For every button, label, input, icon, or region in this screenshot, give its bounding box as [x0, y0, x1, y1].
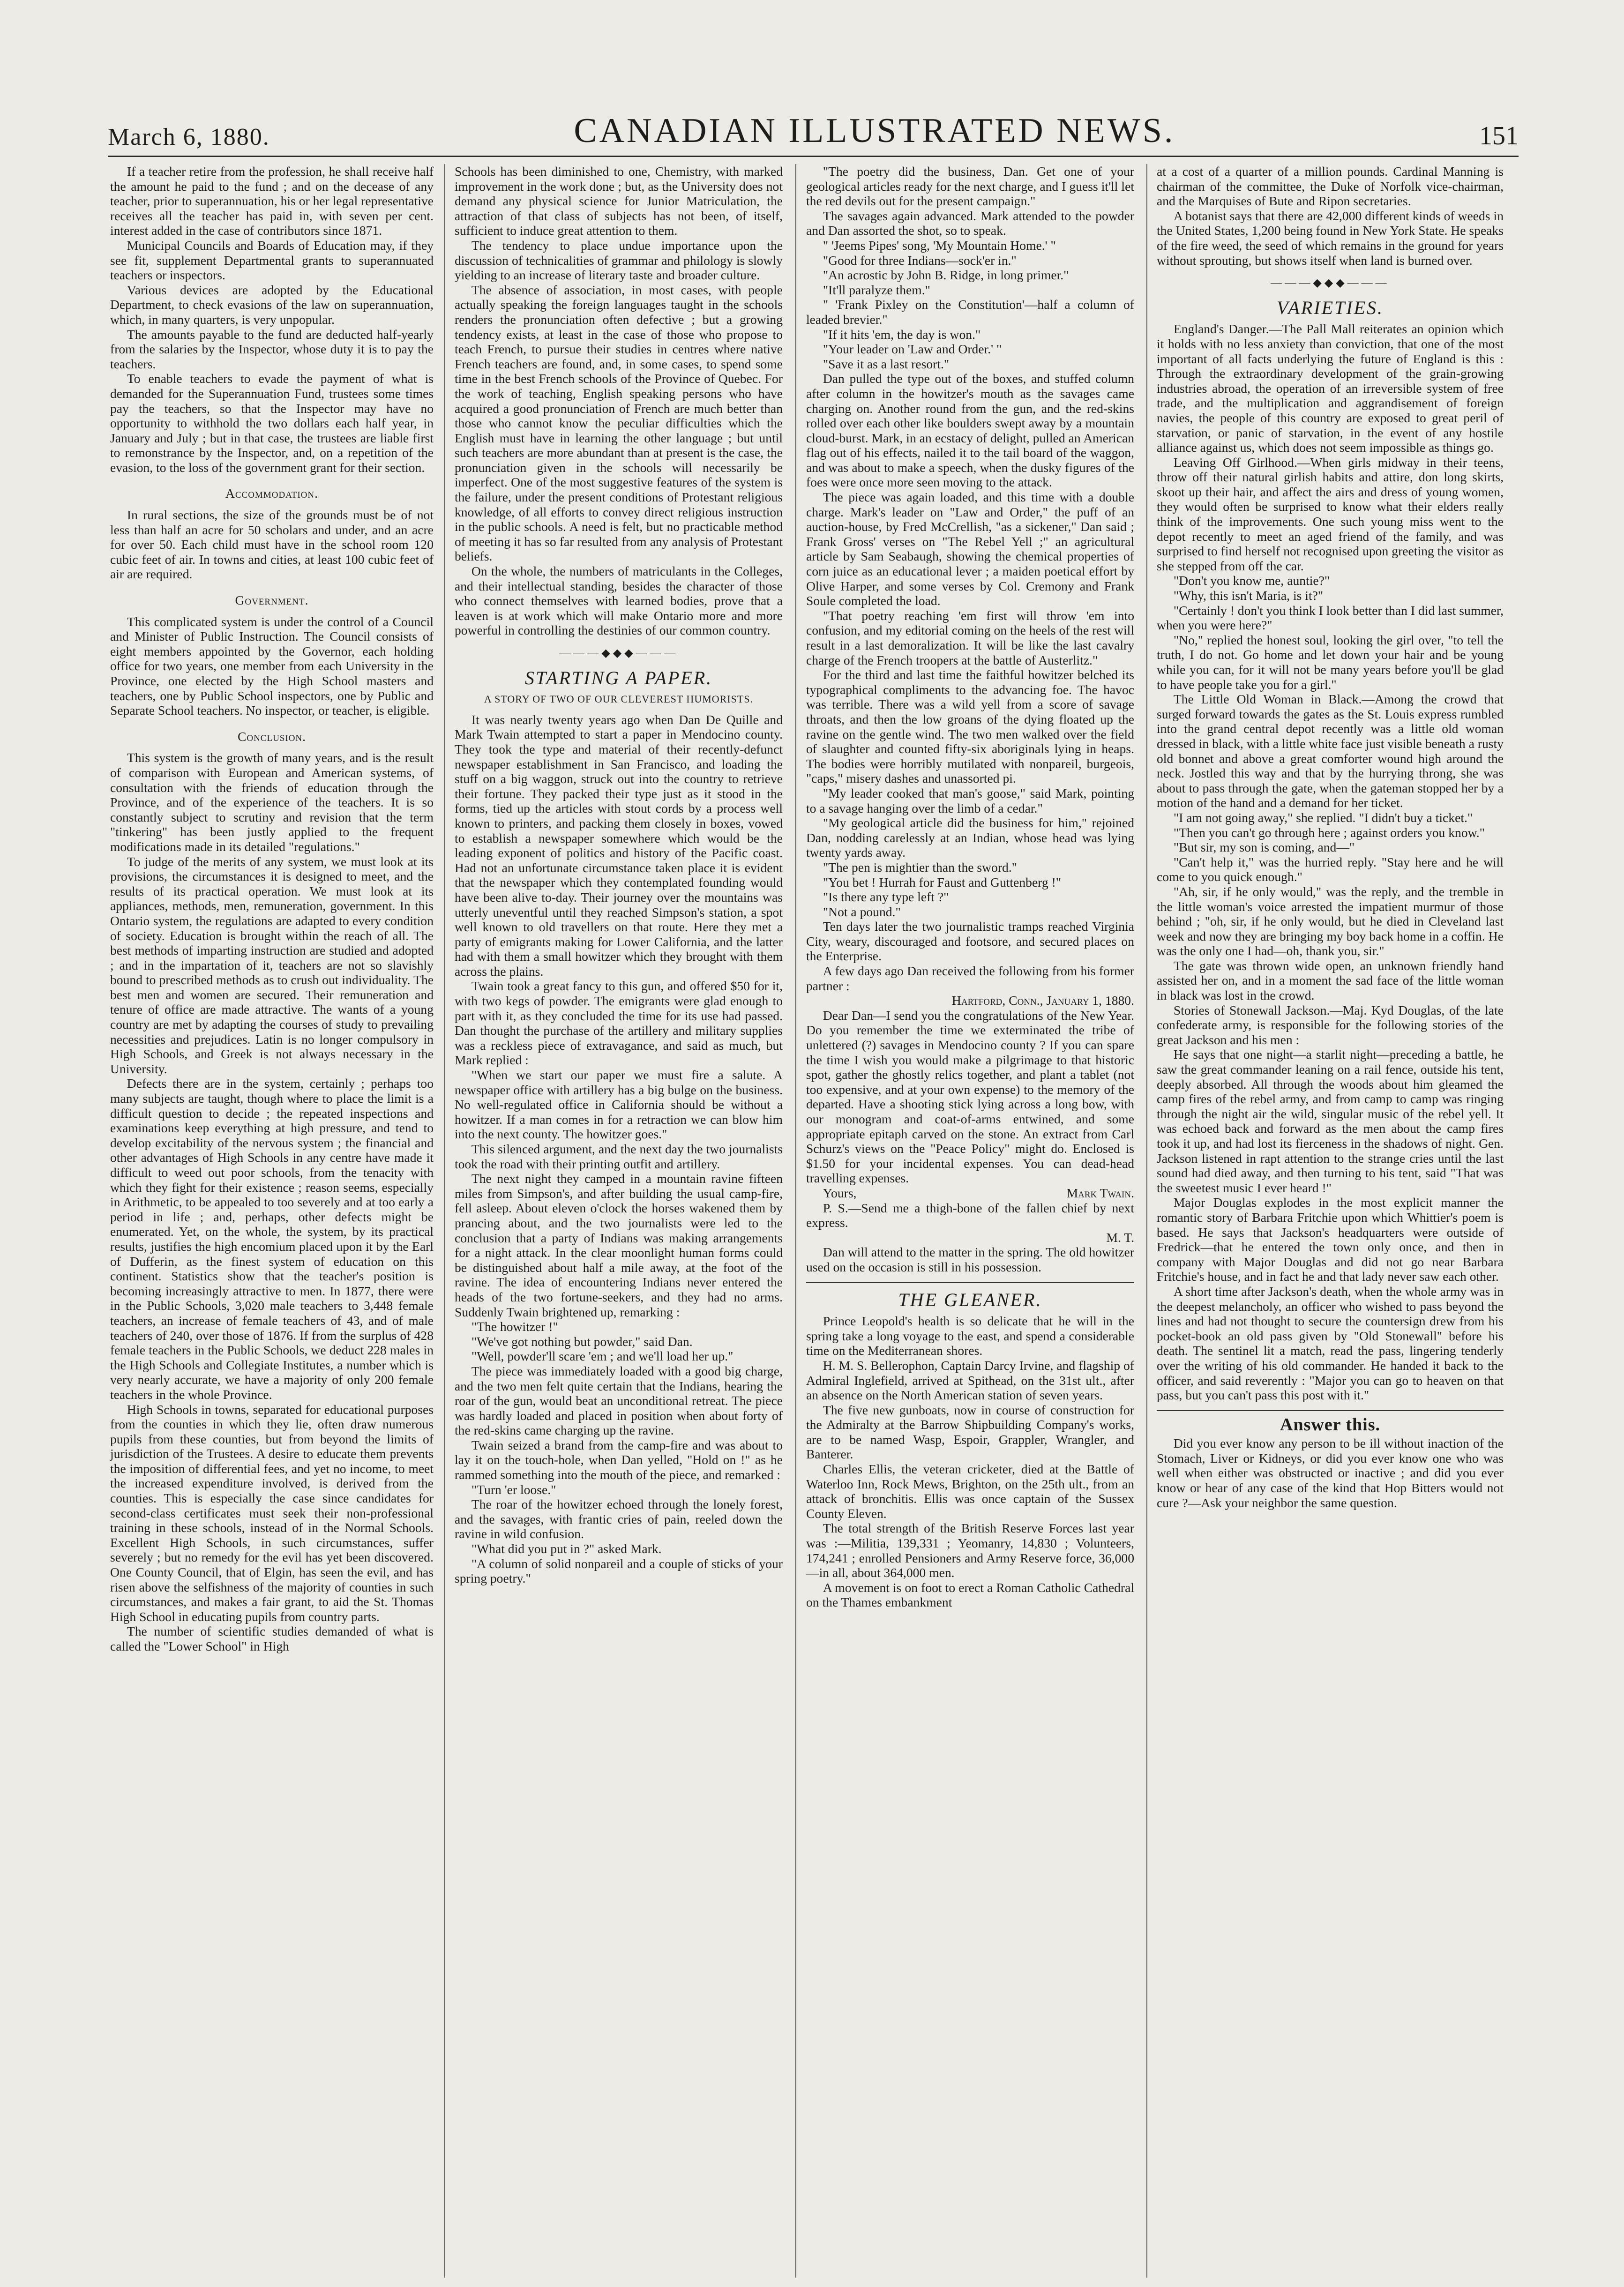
ornament-divider: ———◆◆◆———: [1271, 277, 1390, 290]
paragraph: "We've got nothing but powder," said Dan.: [471, 1334, 693, 1349]
paragraph: Twain took a great fancy to this gun, and offered $50 for it, with two kegs of powder. The emigrants were glad enough to part with it, as they concluded the time for its use had passed. Dan thought the purchase of the artillery and military supplies was a reckless piece of extravagance, and said as much, but Mark replied :: [455, 979, 783, 1068]
column-divider: [795, 164, 796, 2278]
paragraph: "When we start our paper we must fire a salute. A newspaper office with artillery has a big bulge on the business. No well-regulated office in California should be without a howitzer. If a man comes in for a retraction we can blow him into the next county. The howitzer goes.": [455, 1068, 783, 1142]
paragraph: High Schools in towns, separated for educational purposes from the counties in which they lie, often draw numerous pupils from these counties, but from beyond the limits of jurisdiction of the Trustees. A desire to educate them prevents the imposition of differential fees, and yet no income, to meet the increased expenditure involved, is derived from the counties. This is especially the case since candidates for second-class certificates must seek their non-professional training in these schools, instead of in the Normal Schools. Excellent High Schools, in such circumstances, suffer severely ; but no remedy for the evil has yet been discovered. One County Council, that of Elgin, has seen the evil, and has risen above the selfishness of the majority of counties in such circumstances, and makes a fair grant, to aid the St. Thomas High School in educating pupils from country parts.: [110, 1402, 434, 1624]
paragraph: Charles Ellis, the veteran cricketer, died at the Battle of Waterloo Inn, Rock Mews, Brighton, on the 25th ult., from an attack of bronchitis. Ellis was once captain of the Sussex County Eleven.: [806, 1462, 1134, 1521]
column-divider: [1146, 164, 1147, 2278]
paragraph: The number of scientific studies demanded of what is called the "Lower School" in High: [110, 1624, 434, 1653]
paragraph: " 'Frank Pixley on the Constitution'—half a column of leaded brevier.": [806, 297, 1134, 327]
paragraph: Stories of Stonewall Jackson.—Maj. Kyd Douglas, of the late confederate army, is responsible for the following stories of the great Jackson and his men :: [1157, 1002, 1504, 1047]
paragraph: "No," replied the honest soul, looking the girl over, "to tell the truth, I do not. Go home and let down your hair and be young while you can, for it will not be many years before you'll be glad to have people take you for a girl.": [1157, 632, 1504, 692]
paragraph: Dan pulled the type out of the boxes, and stuffed column after column in the howitzer's mouth as the savages came charging on. Another round from the gun, and the red-skins rolled over each other like boulders swept away by a mountain cloud-burst. Mark, in an ecstacy of delight, pulled an American flag out of his effects, nailed it to the tail board of the waggon, and was about to make a speech, when the dusky figures of the foes were once more seen moving to the attack.: [806, 371, 1134, 490]
paragraph: "Can't help it," was the hurried reply. "Stay here and he will come to you quick enough.": [1157, 854, 1504, 884]
paragraph: Various devices are adopted by the Educational Department, to check evasions of the law on superannuation, which, in many quarters, is very unpopular.: [110, 282, 434, 327]
paragraph: To judge of the merits of any system, we must look at its provisions, the circumstances it is designed to meet, and the results of its practical operation. We must look at its appliances, methods, men, remuneration, government. In this Ontario system, the regulations are adapted to every condition of society. Education is brought within the reach of all. The best methods of imparting instruction are studied and adopted ; and in the impartation of it, teachers are not so slavishly bound to prescribed methods as to crush out individuality. The best men and women are secured. Their remuneration and tenure of office are made attractive. The wants of a young country are met by adapting the courses of study to prevailing necessities and prejudices. Latin is no longer compulsory in High Schools, and Greek is not always necessary in the University.: [110, 854, 434, 1076]
paragraph: A few days ago Dan received the following from his former partner :: [806, 964, 1134, 993]
column-2: [455, 164, 783, 2287]
paragraph: The piece was again loaded, and this time with a double charge. Mark's leader on "Law and Order," the puff of an auction-house, by Fred McCrellish, "as a sickener," Dan said ; Frank Gross' verses on "The Rebel Yell ;" an agricultural article by Sam Seabaugh, showing the chemical properties of corn juice as an educational lever ; a maiden poetical effort by Olive Harper, and some verses by Col. Cremony and Frank Soule completed the load.: [806, 490, 1134, 608]
paragraph: "Not a pound.": [823, 904, 901, 919]
letter-signature: [806, 1186, 1134, 1201]
paragraph: "A column of solid nonpareil and a couple of sticks of your spring poetry.": [455, 1556, 783, 1586]
paragraph: "My leader cooked that man's goose," said Mark, pointing to a savage hanging over the limb of a cedar.": [806, 785, 1134, 815]
paragraph: The Little Old Woman in Black.—Among the crowd that surged forward towards the gates as the St. Louis express rumbled into the grand central depot recently was a little old woman dressed in black, with a little white face just visible beneath a rusty old bonnet and above a great comforter wound high around the neck. Jostled this way and that by the hurrying throng, she was about to pass through the gate, when the gateman stopped her by a motion of the hand and a demand for her ticket.: [1157, 692, 1504, 810]
paragraph: "Don't you know me, auntie?": [1173, 573, 1330, 588]
newspaper-title: CANADIAN ILLUSTRATED NEWS.: [574, 112, 1175, 150]
paragraph: If a teacher retire from the profession, he shall receive half the amount he paid to the fund ; and on the decease of any teacher, prior to superannuation, his or her legal representative receives all the teacher has paid in, with seven per cent. interest added in the case of contributors since 1871.: [110, 164, 434, 238]
paragraph: at a cost of a quarter of a million pounds. Cardinal Manning is chairman of the committee, the Duke of Norfolk vice-chairman, and the Marquises of Bute and Ripon secretaries.: [1157, 164, 1504, 209]
paragraph: "You bet ! Hurrah for Faust and Guttenberg !": [823, 874, 1062, 889]
issue-date: March 6, 1880.: [108, 124, 270, 150]
paragraph: The savages again advanced. Mark attended to the powder and Dan assorted the shot, so to speak.: [806, 208, 1134, 238]
section-rule: [1157, 1410, 1504, 1411]
paragraph: England's Danger.—The Pall Mall reiterates an opinion which it holds with no less anxiety than conviction, that one of the most important of all facts underlying the future of England is this : Through the extraordinary development of the grain-growing industries abroad, the operation of an irreversible system of free trade, and the multiplication and aggrandisement of foreign navies, the people of this country are exposed to great peril of starvation, or panic of starvation, in the event of any hostile alliance against us, which does not seem impossible as things go.: [1157, 321, 1504, 455]
paragraph: "That poetry reaching 'em first will throw 'em into confusion, and my editorial coming on the heels of the rest will result in a last demoralization. It will be like the last cavalry charge of the French troopers at the battle of Austerlitz.": [806, 608, 1134, 667]
section-title-answer-this: Answer this.: [1280, 1414, 1380, 1435]
paragraph: "But sir, my son is coming, and—": [1173, 840, 1355, 855]
paragraph: A short time after Jackson's death, when the whole army was in the deepest melancholy, an officer who wished to pass beyond the lines and had not thought to secure the countersign drew from his pocket-book an old pass given by "Old Stonewall" before his death. The sentinel lit a match, read the pass, lingering tenderly over the writing of his old commander. He handed it back to the officer, and said reverently : "Major you can go to heaven on that pass, but you can't pass this post with it.": [1157, 1284, 1504, 1403]
paragraph: The gate was thrown wide open, an unknown friendly hand assisted her on, and in a moment the sad face of the little woman in black was lost in the crowd.: [1157, 958, 1504, 1003]
paragraph: The five new gunboats, now in course of construction for the Admiralty at the Barrow Shipbuilding Company's works, are to be named Wasp, Espoir, Grappler, Wrangler, and Banterer.: [806, 1402, 1134, 1462]
masthead-rule: [108, 156, 1519, 157]
paragraph: It was nearly twenty years ago when Dan De Quille and Mark Twain attempted to start a paper in Mendocino county. They took the type and material of their recently-defunct newspaper establishment in San Francisco, and loading the stuff on a big waggon, struck out into the country to retrieve their fortune. They packed their type just as it stood in the forms, tied up the articles with stout cords by a process well known to printers, and packing them closely in boxes, vowed to establish a newspaper somewhere which would be the leading exponent of politics and history of the Pacific coast. Had not an unfortunate circumstance taken place it is evident that the newspaper which they contemplated founding would have been alive to-day. Their journey over the mountains was utterly uneventful until they reached Simpson's station, a spot well known to old travellers on that route. Here they met a party of emigrants making for Lower California, and the latter had with them a small howitzer which they brought with them across the plains.: [455, 712, 783, 979]
section-subheading: Government.: [235, 593, 309, 608]
section-title-varieties: VARIETIES.: [1276, 297, 1384, 318]
ornament-divider: ———◆◆◆———: [559, 647, 678, 659]
paragraph: On the whole, the numbers of matriculants in the Colleges, and their intellectual standing, besides the character of those who connect themselves with learned bodies, prove that a leaven is at work which will make Ontario more and more powerful in controlling the destinies of our common country.: [455, 564, 783, 638]
paragraph: "Then you can't go through here ; against orders you know.": [1173, 825, 1485, 840]
paragraph: Schools has been diminished to one, Chemistry, with marked improvement in the work done ; but, as the University does not demand any physical science for Junior Matriculation, the attraction of that class of subjects has not been, of itself, sufficient to induce great attention to them.: [455, 164, 783, 238]
paragraph: The tendency to place undue importance upon the discussion of technicalities of grammar and philology is slowly yielding to an increase of literary taste and broader culture.: [455, 238, 783, 283]
column-divider: [444, 164, 445, 2278]
paragraph: The amounts payable to the fund are deducted half-yearly from the salaries by the Inspector, whose duty it is to pay the teachers.: [110, 327, 434, 371]
page-number: 151: [1479, 121, 1519, 150]
paragraph: "What did you put in ?" asked Mark.: [471, 1541, 662, 1556]
paragraph: "If it hits 'em, the day is won.": [823, 327, 981, 342]
letter-dateline: Hartford, Conn., January 1, 1880.: [951, 993, 1134, 1008]
article-subtitle: A STORY OF TWO OF OUR CLEVEREST HUMORISTS.: [484, 693, 754, 705]
paragraph: Did you ever know any person to be ill without inaction of the Stomach, Liver or Kidneys, or did you ever know one who was well when either was obstructed or inactive ; and did you ever know or hear of any case of the kind that Hop Bitters would not cure ?—Ask your neighbor the same question.: [1157, 1436, 1504, 1510]
paragraph: The piece was immediately loaded with a good big charge, and the two men felt quite certain that the Indians, hearing the roar of the gun, would beat an unconditional retreat. The piece was hardly loaded and placed in position when about forty of the red-skins came charging up the ravine.: [455, 1363, 783, 1438]
paragraph: In rural sections, the size of the grounds must be of not less than half an acre for 50 scholars and under, and an acre for over 50. Each child must have in the school room 120 cubic feet of air. In towns and cities, at least 100 cubic feet of air are required.: [110, 508, 434, 582]
paragraph: The next night they camped in a mountain ravine fifteen miles from Simpson's, and after building the usual camp-fire, fell asleep. About eleven o'clock the horses wakened them by prancing about, and the two journalists were led to the conclusion that a party of Indians was making arrangements for a night attack. In the clear moonlight human forms could be distinguished about half a mile away, at the foot of the ravine. The idea of encountering Indians never entered the heads of the two fortune-seekers, and they had no arms. Suddenly Twain brightened up, remarking :: [455, 1171, 783, 1319]
paragraph: Ten days later the two journalistic tramps reached Virginia City, weary, discouraged and footsore, and secured places on the Enterprise.: [806, 919, 1134, 964]
paragraph: "It'll paralyze them.": [823, 282, 930, 297]
column-3: [806, 164, 1134, 2287]
paragraph: Twain seized a brand from the camp-fire and was about to lay it on the touch-hole, when Dan yelled, "Hold on !" as he rammed something into the mouth of the piece, and remarked :: [455, 1437, 783, 1482]
paragraph: This system is the growth of many years, and is the result of comparison with European and American systems, of consultation with the friends of education through the Province, and of the experience of the teachers. It is so constantly subject to scrutiny and revision that the term "tinkering" has been justly applied to the frequent modifications made in its detailed "regulations.": [110, 750, 434, 854]
paragraph: "The poetry did the business, Dan. Get one of your geological articles ready for the next charge, and I guess it'll let the red devils out for the present campaign.": [806, 164, 1134, 209]
paragraph: For the third and last time the faithful howitzer belched its typographical compliments to the advancing foe. The havoc was terrible. There was a wild yell from a score of savage throats, and then the low groans of the dying floated up the ravine on the gentle wind. The two men walked over the field of slaughter and counted fifty-six aboriginals lying in heaps. The bodies were horribly mutilated with nonpareil, burgeois, "caps," misery dashes and unassorted pi.: [806, 667, 1134, 786]
paragraph: "Save it as a last resort.": [823, 356, 950, 371]
section-title-the-gleaner: THE GLEANER.: [898, 1289, 1042, 1310]
paragraph: A botanist says that there are 42,000 different kinds of weeds in the United States, 1,200 being found in New York State. He speaks of the fire weed, the seed of which remains in the ground for years without sprouting, but shows itself when land is burned over.: [1157, 208, 1504, 268]
signature-name: Mark Twain.: [1066, 1185, 1134, 1200]
paragraph: He says that one night—a starlit night—preceding a battle, he saw the great commander leaning on a rail fence, outside his tent, deeply absorbed. All through the woods about him gleamed the camp fires of the rebel army, and from camp to camp was ringing through the night air the wild, singular music of the rebel yell. It was echoed back and forward as the men about the camp fires took it up, and had lost its fierceness in the shadows of night. Gen. Jackson listened in rapt attention to the strange cries until the last sound had died away, and then turning to his tent, said "That was the sweetest music I ever heard !": [1157, 1047, 1504, 1195]
column-1: [110, 164, 434, 2287]
paragraph: " 'Jeems Pipes' song, 'My Mountain Home.' ": [823, 238, 1056, 253]
paragraph: "The pen is mightier than the sword.": [823, 859, 1017, 874]
paragraph: "The howitzer !": [471, 1319, 558, 1334]
paragraph: H. M. S. Bellerophon, Captain Darcy Irvine, and flagship of Admiral Inglefield, arrived at Spithead, on the 31st ult., after an absence on the North American station of seven years.: [806, 1358, 1134, 1403]
section-rule: [806, 1282, 1134, 1283]
paragraph: "My geological article did the business for him," rejoined Dan, nodding carelessly at an Indian, whose head was lying twenty yards away.: [806, 815, 1134, 860]
paragraph: Defects there are in the system, certainly ; perhaps too many subjects are taught, though where to place the limit is a difficult question to decide ; the repeated inspections and examinations keep everything at high pressure, and tend to develop excitability of the nervous system ; the financial and other advantages of High Schools in any centre have made it difficult to weed out poor schools, from the tenacity with which they fight for their existence ; reason seems, especially in Arithmetic, to be appealed to too severely and at too early a period in life ; and, perhaps, other defects might be enumerated. Yet, on the whole, the system, by its practical results, justifies the high encomium placed upon it by the Earl of Dufferin, as the finest system of education on this continent. Statistics show that the teacher's position is becoming increasingly attractive to men. In 1877, there were in the Public Schools, 3,020 male teachers to 3,448 female teachers, an increase of female teachers of 43, and of male teachers of 240, over those of 1876. If from the surplus of 428 female teachers in the Public Schools, we deduct 228 males in the High Schools and Collegiate Institutes, a number which is very nearly accurate, we have a majority of only 200 female teachers in the whole Province.: [110, 1076, 434, 1402]
paragraph: The absence of association, in most cases, with people actually speaking the foreign languages taught in the schools renders the pronunciation often defective ; but a growing tendency exists, at least in the case of those who propose to teach French, to pursue their studies in centres where native French teachers are found, and, in some cases, to spend some time in the best French schools of the Province of Quebec. For the work of teaching, English speaking persons who have acquired a good pronunciation of French are much better than those who cannot know the peculiar difficulties which the English must have in learning the other language ; but until such teachers are more abundant than at present is the case, the pronunciation given in the schools will necessarily be imperfect. One of the most suggestive features of the system is the failure, under the present conditions of Protestant religious knowledge, of all efforts to convey direct religious instruction in the public schools. A need is felt, but no practicable method of meeting it has so far resulted from any analysis of Protestant beliefs.: [455, 282, 783, 564]
paragraph: Major Douglas explodes in the most explicit manner the romantic story of Barbara Fritchie upon which Whittier's poem is based. He says that Jackson's headquarters were outside of Fredrick—that he entered the town only once, and then in company with Major Douglas and did not go near Barbara Fritchie's house, and in fact he and that lady never saw each other.: [1157, 1195, 1504, 1284]
paragraph: "Ah, sir, if he only would," was the reply, and the tremble in the little woman's voice arrested the impatient murmur of those behind ; "oh, sir, if he only would, but he died in Cleveland last week and now they are bringing my boy back home in a coffin. He was the only one I had—oh, thank you, sir.": [1157, 884, 1504, 958]
paragraph: To enable teachers to evade the payment of what is demanded for the Superannuation Fund, trustees some times pay the teachers, so that the Inspector may have no opportunity to withhold the two dollars each half year, in January and July ; but in that case, the trustees are liable first to remonstrance by the Inspector, and, on a repetition of the evasion, to the loss of the government grant for their section.: [110, 371, 434, 475]
article-title-starting-a-paper: STARTING A PAPER.: [524, 667, 713, 688]
paragraph: The roar of the howitzer echoed through the lonely forest, and the savages, with frantic cries of pain, reeled down the ravine in wild confusion.: [455, 1497, 783, 1541]
paragraph: Prince Leopold's health is so delicate that he will in the spring take a long voyage to the east, and spend a considerable time on the Mediterranean shores.: [806, 1314, 1134, 1358]
masthead: [108, 104, 1519, 151]
paragraph: This complicated system is under the control of a Council and Minister of Public Instruction. The Council consists of eight members appointed by the Governor, each holding office for two years, one member from each University in the Province, one elected by the High School masters and teachers, one by Public School inspectors, one by Public and Separate School teachers. No inspector, or teacher, is eligible.: [110, 614, 434, 718]
paragraph: Dan will attend to the matter in the spring. The old howitzer used on the occasion is still in his possession.: [806, 1245, 1134, 1274]
paragraph: P. S.—Send me a thigh-bone of the fallen chief by next express.: [806, 1200, 1134, 1230]
paragraph: Dear Dan—I send you the congratulations of the New Year. Do you remember the time we exterminated the tribe of unlettered (?) savages in Mendocino county ? If you can spare the time I wish you would make a pilgrimage to that historic spot, gather the ghostly relics together, and plant a tablet (not too expensive, and at your own expense) to the memory of the departed. Have a shooting stick lying across a long bow, with our monogram and coat-of-arms entwined, and some appropriate epitaph carved on the stone. An extract from Carl Schurz's views on the "Peace Policy" might do. Enclosed is $1.50 for your incidental expenses. You can dead-head travelling expenses.: [806, 1008, 1134, 1186]
postscript-signature: M. T.: [1106, 1230, 1134, 1245]
section-subheading: Accommodation.: [225, 486, 319, 501]
paragraph: "Well, powder'll scare 'em ; and we'll load her up.": [471, 1349, 733, 1364]
paragraph: Municipal Councils and Boards of Education may, if they see fit, supplement Departmental grants to superannuated teachers or inspectors.: [110, 238, 434, 283]
paragraph: "Turn 'er loose.": [471, 1482, 556, 1497]
paragraph: "An acrostic by John B. Ridge, in long primer.": [823, 268, 1069, 283]
paragraph: The total strength of the British Reserve Forces last year was :—Militia, 139,331 ; Yeomanry, 14,830 ; Volunteers, 174,241 ; enrolled Pensioners and Army Reserve force, 36,000—in all, about 364,000 men.: [806, 1521, 1134, 1580]
paragraph: "Your leader on 'Law and Order.' ": [823, 342, 1002, 357]
paragraph: "Why, this isn't Maria, is it?": [1173, 588, 1324, 603]
paragraph: This silenced argument, and the next day the two journalists took the road with their printing outfit and artillery.: [455, 1142, 783, 1171]
section-subheading: Conclusion.: [237, 729, 307, 744]
column-4: [1157, 164, 1504, 2287]
paragraph: A movement is on foot to erect a Roman Catholic Cathedral on the Thames embankment: [806, 1580, 1134, 1610]
paragraph: "Certainly ! don't you think I look better than I did last summer, when you were here?": [1157, 603, 1504, 633]
paragraph: "I am not going away," she replied. "I didn't buy a ticket.": [1173, 810, 1473, 825]
paragraph: "Is there any type left ?": [823, 889, 949, 904]
paragraph: Leaving Off Girlhood.—When girls midway in their teens, throw off their natural girlish habits and attire, don long skirts, skoot up their hair, and affect the airs and dress of young women, they would often be surprised to know what their elders really think of the improvements. One such young miss went to the depot recently to meet an aged friend of the family, and was surprised to find herself not recognised upon greeting the visitor as she stepped from off the car.: [1157, 455, 1504, 573]
paragraph: "Good for three Indians—sock'er in.": [823, 253, 1017, 268]
signature-closing: Yours,: [823, 1185, 857, 1200]
